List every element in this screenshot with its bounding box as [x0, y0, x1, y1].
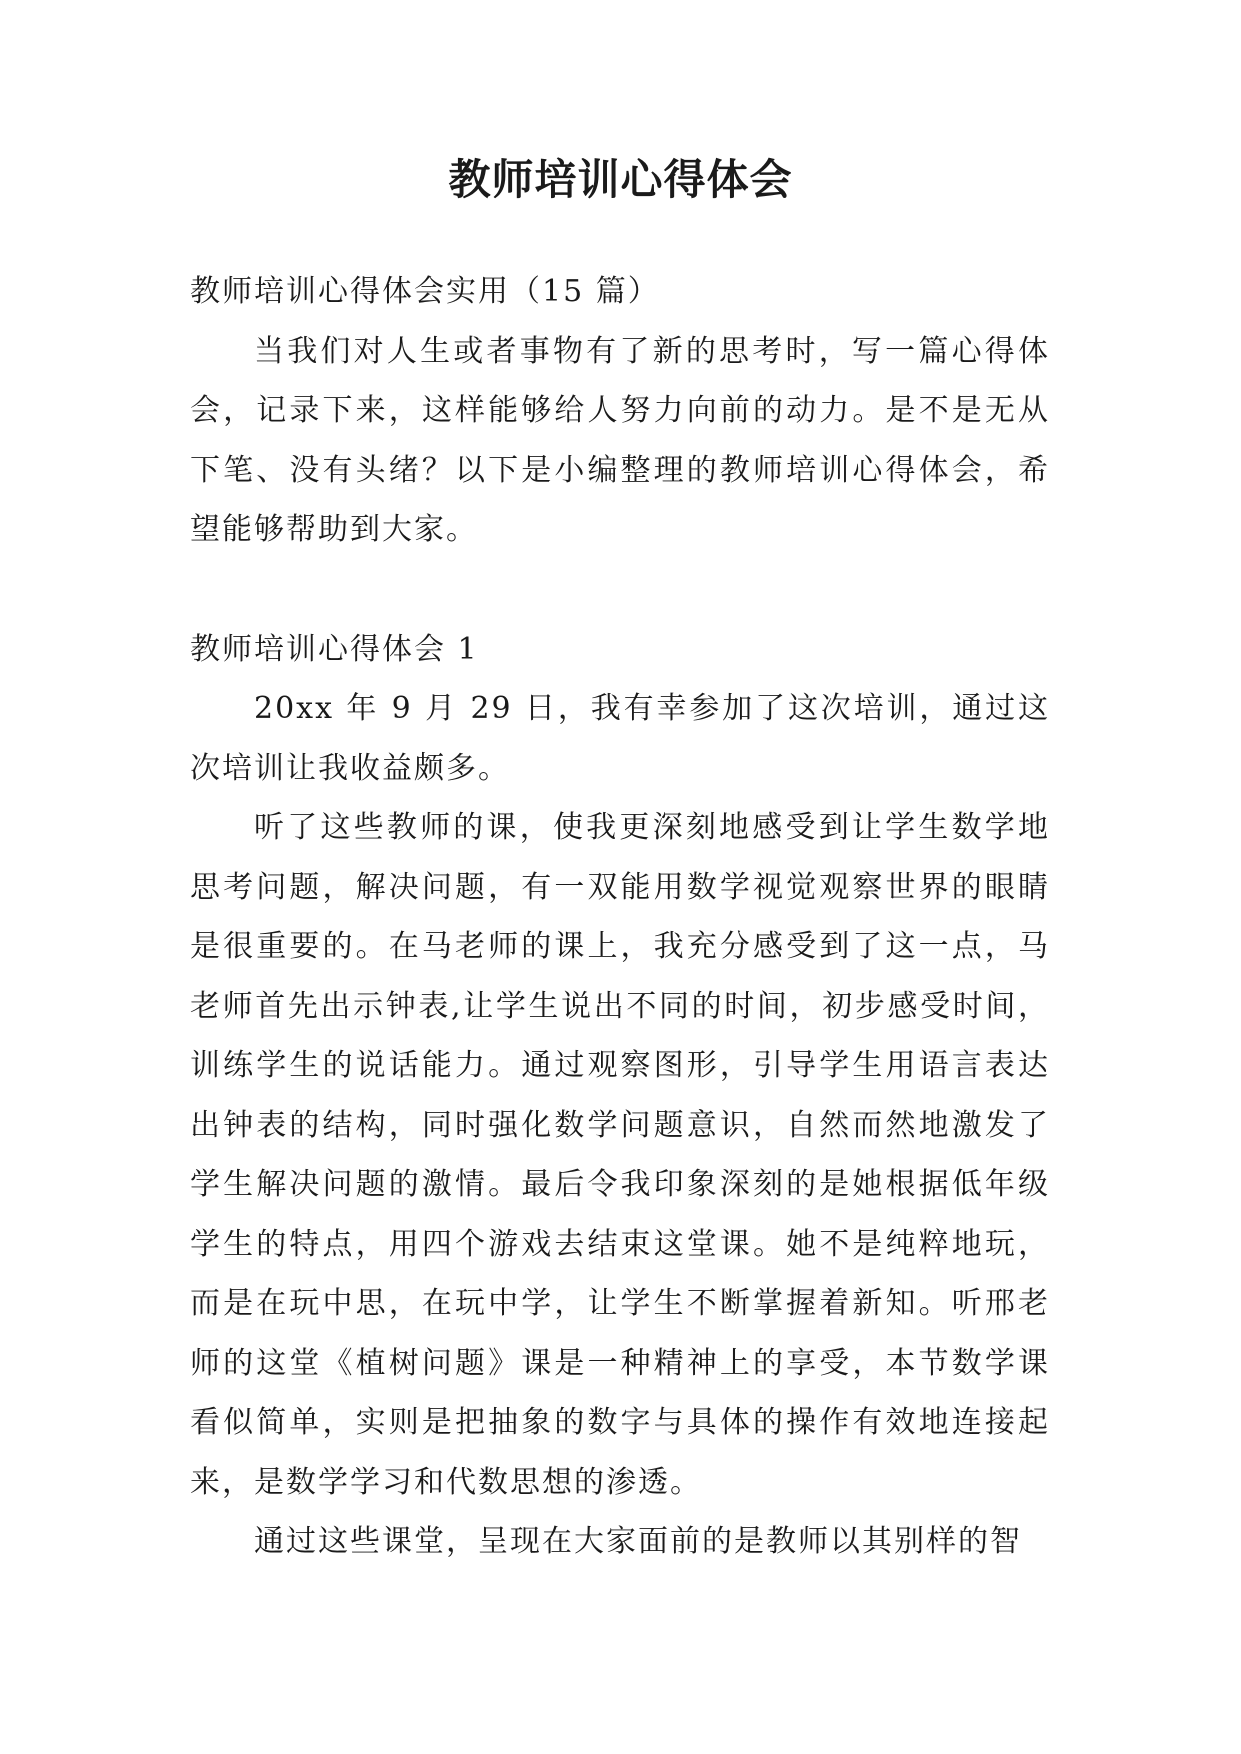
section-heading: 教师培训心得体会 1: [190, 631, 479, 667]
intro-paragraph: 当我们对人生或者事物有了新的思考时，写一篇心得体会，记录下来，这样能够给人努力向前的动力。是不是无从下笔、没有头绪？以下是小编整理的教师培训心得体会，希望能够帮助到大家。: [190, 333, 1050, 547]
document-body: [190, 262, 1050, 1572]
body-paragraph: 听了这些教师的课，使我更深刻地感受到让学生数学地思考问题，解决问题，有一双能用数学视觉观察世界的眼睛是很重要的。在马老师的课上，我充分感受到了这一点，马老师首先出示钟表,让学生说出不同的时间，初步感受时间，训练学生的说话能力。通过观察图形，引导学生用语言表达出钟表的结构，同时强化数学问题意识，自然而然地激发了学生解决问题的激情。最后令我印象深刻的是她根据低年级学生的特点，用四个游戏去结束这堂课。她不是纯粹地玩，而是在玩中思，在玩中学，让学生不断掌握着新知。听邢老师的这堂《植树问题》课是一种精神上的享受，本节数学课看似简单，实则是把抽象的数字与具体的操作有效地连接起来，是数学学习和代数思想的渗透。: [190, 810, 1050, 1500]
body-paragraph: 通过这些课堂，呈现在大家面前的是教师以其别样的智: [254, 1524, 1022, 1559]
body-paragraph: 20xx 年 9 月 29 日，我有幸参加了这次培训，通过这次培训让我收益颇多。: [190, 691, 1050, 786]
section-spacer: [190, 560, 1050, 620]
document-subtitle: 教师培训心得体会实用（15 篇）: [190, 274, 660, 309]
document-title: 教师培训心得体会: [448, 155, 793, 204]
